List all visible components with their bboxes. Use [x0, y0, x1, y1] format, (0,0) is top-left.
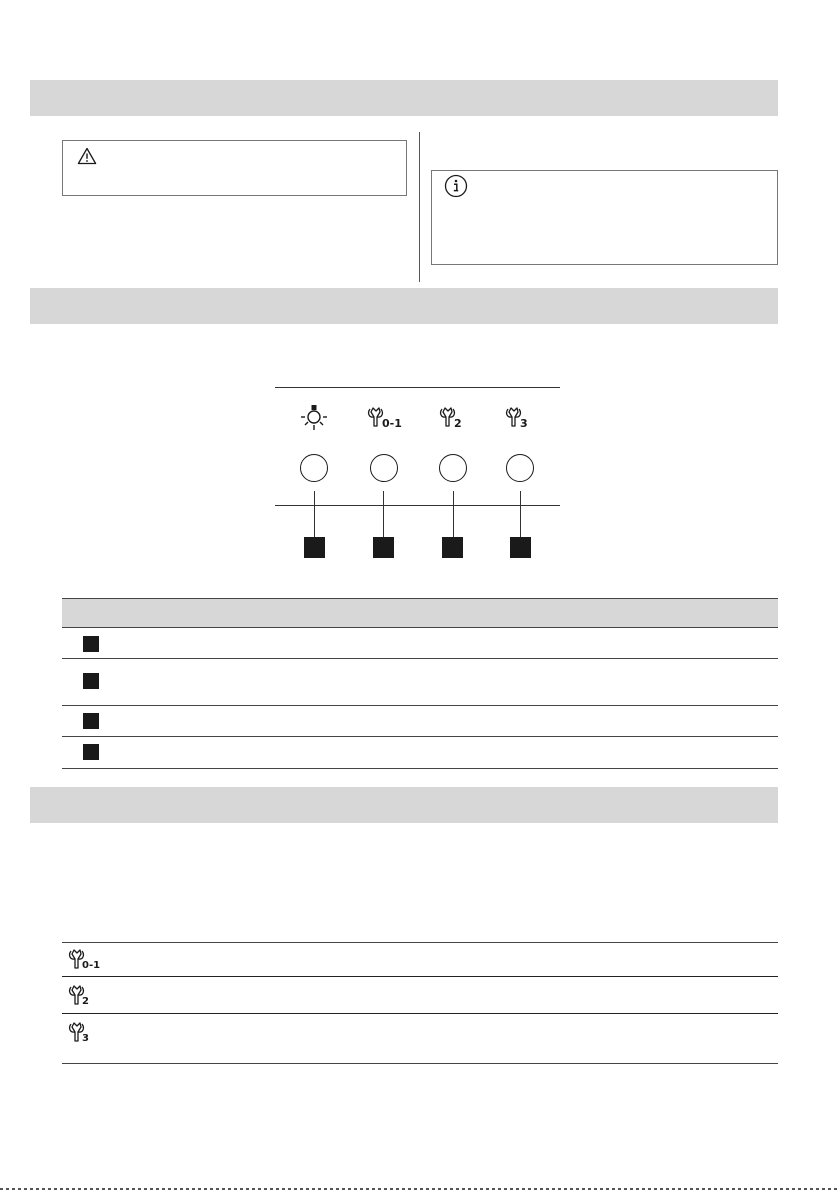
warning-triangle-icon [77, 147, 97, 165]
table-row [62, 737, 778, 769]
leader-line [453, 491, 454, 537]
panel-top-line [275, 387, 560, 388]
light-button[interactable] [300, 454, 328, 482]
table-row [62, 1015, 778, 1062]
info-box [431, 170, 778, 265]
fan-speed-0-1-button[interactable] [370, 454, 398, 482]
fan-speed-label: 2 [454, 417, 462, 430]
fan-speed-label: 2 [82, 996, 89, 1007]
leader-line [383, 491, 384, 537]
section-header-control-panel [30, 288, 778, 324]
fan-speed-label: 0-1 [82, 960, 101, 971]
table-row [62, 943, 778, 976]
table-row [62, 659, 778, 706]
leader-line [520, 491, 521, 537]
callout-marker [83, 744, 99, 760]
fan-speed-label: 3 [82, 1033, 89, 1044]
table-row [62, 978, 778, 1012]
table-row [62, 628, 778, 659]
panel-bottom-line [275, 505, 560, 506]
section-header-fan-speeds [30, 787, 778, 823]
lamp-icon [297, 403, 331, 437]
legend-table-header [62, 598, 778, 628]
fan-speed-table [62, 942, 778, 1064]
callout-marker [83, 673, 99, 689]
fan-icon [66, 983, 100, 1013]
fan-icon [365, 405, 413, 437]
fan-speed-3-button[interactable] [506, 454, 534, 482]
fan-icon [66, 1020, 100, 1050]
callout-marker [373, 537, 394, 558]
callout-marker [442, 537, 463, 558]
control-panel-diagram [275, 385, 565, 560]
callout-marker [83, 713, 99, 729]
callout-marker [510, 537, 531, 558]
table-rule [62, 976, 778, 977]
warning-box [62, 140, 407, 196]
fan-speed-label: 3 [520, 417, 528, 430]
table-row [62, 706, 778, 737]
fan-icon [66, 947, 112, 977]
column-divider [419, 132, 420, 282]
table-rule [62, 1013, 778, 1014]
section-header-safety [30, 80, 778, 116]
table-rule [62, 1063, 778, 1064]
leader-line [314, 491, 315, 537]
callout-marker [83, 636, 99, 652]
info-icon [444, 174, 468, 198]
fan-speed-2-button[interactable] [439, 454, 467, 482]
fan-speed-label: 0-1 [382, 417, 402, 430]
fan-icon [503, 405, 537, 437]
callout-marker [304, 537, 325, 558]
fan-icon [437, 405, 471, 437]
page-edge-dashes [0, 1188, 840, 1190]
